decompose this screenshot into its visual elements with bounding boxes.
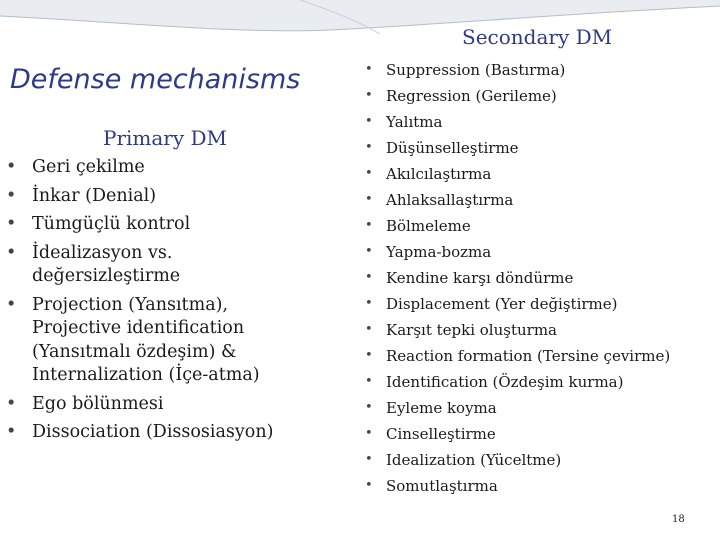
list-item: • İdealizasyon vs. değersizleştirme [32,242,322,289]
page-number: 18 [672,514,685,525]
list-item: • Bölmeleme [386,213,716,239]
list-item: • Yalıtma [386,109,716,135]
list-item: • Eyleme koyma [386,395,716,421]
primary-heading: Primary DM [103,126,228,150]
secondary-heading: Secondary DM [462,25,613,49]
list-item: • Ego bölünmesi [32,393,322,417]
list-item: • Karşıt tepki oluşturma [386,317,716,343]
list-item: • İnkar (Denial) [32,185,322,209]
list-item: • Geri çekilme [32,156,322,180]
list-item: • Cinselleştirme [386,421,716,447]
list-item: • Tümgüçlü kontrol [32,213,322,237]
list-item: • Akılcılaştırma [386,161,716,187]
list-item: • Suppression (Bastırma) [386,57,716,83]
list-item: • Somutlaştırma [386,473,716,499]
list-item: • Reaction formation (Tersine çevirme) [386,343,716,369]
list-item: • Displacement (Yer değiştirme) [386,291,716,317]
list-item: • Düşünselleştirme [386,135,716,161]
list-item: • Dissociation (Dissosiasyon) [32,421,322,445]
secondary-list [386,57,716,499]
list-item: • Regression (Gerileme) [386,83,716,109]
list-item: • Kendine karşı döndürme [386,265,716,291]
list-item: • Idealization (Yüceltme) [386,447,716,473]
primary-list [32,156,322,450]
slide-title: Defense mechanisms [10,64,301,95]
list-item: • Yapma-bozma [386,239,716,265]
list-item: • Ahlaksallaştırma [386,187,716,213]
list-item: • Projection (Yansıtma), Projective identification (Yansıtmalı özdeşim) & Internalization (İçe-atma) [32,294,322,388]
list-item: • Identification (Özdeşim kurma) [386,369,716,395]
